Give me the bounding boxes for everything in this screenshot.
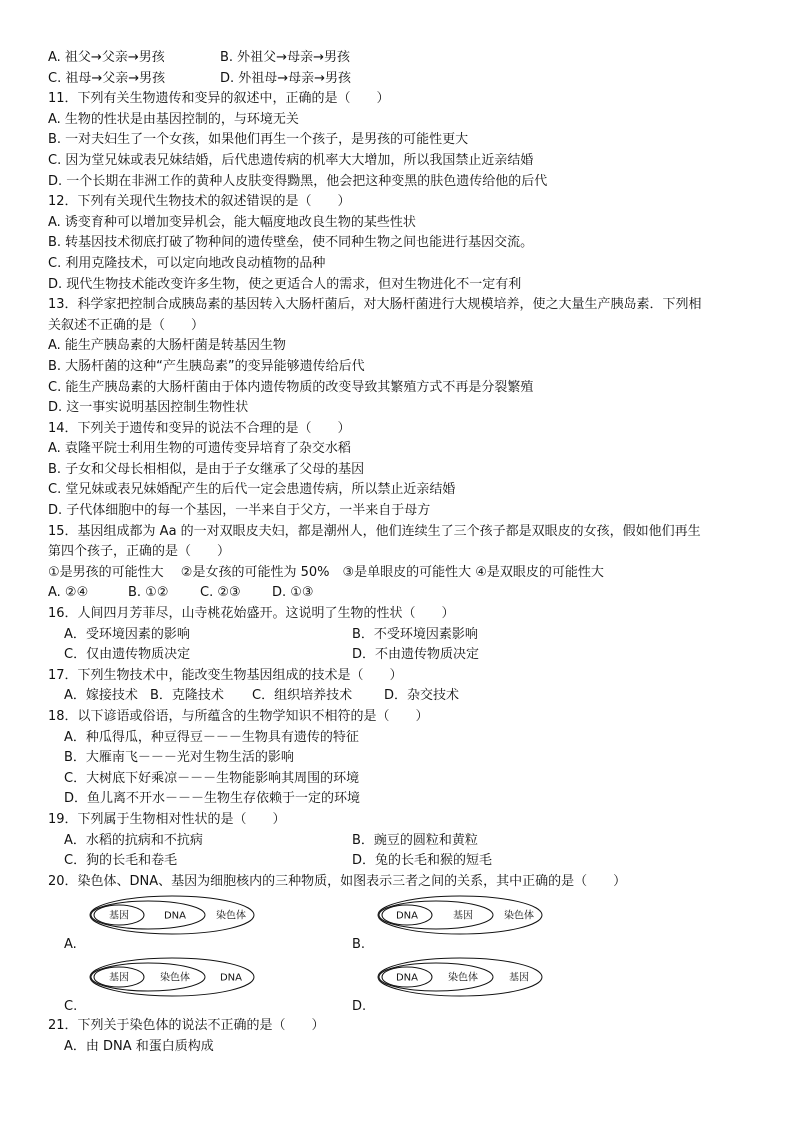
q21-stem: 21．下列关于染色体的说法不正确的是（ ） bbox=[48, 1018, 325, 1034]
q14-option-c: C. 堂兄妹或表兄妹婚配产生的后代一定会患遗传病，所以禁止近亲结婚 bbox=[48, 482, 456, 498]
q15-option-c: C. ②③ bbox=[200, 585, 241, 601]
q16-option-d: D．不由遗传物质决定 bbox=[352, 647, 480, 663]
outer-label: 基因 bbox=[509, 972, 529, 984]
q17-option-b: B．克隆技术 bbox=[150, 688, 224, 704]
q10-option-b: B. 外祖父→母亲→男孩 bbox=[220, 50, 350, 65]
nested-ellipses-a bbox=[86, 892, 266, 938]
q19-option-d: D．兔的长毛和猴的短毛 bbox=[352, 853, 493, 869]
q10-option-d: D. 外祖母→母亲→男孩 bbox=[220, 70, 352, 86]
middle-label: 染色体 bbox=[448, 972, 478, 984]
q17-option-c: C．组织培养技术 bbox=[252, 688, 353, 704]
nested-ellipses-b bbox=[374, 892, 554, 938]
q16-option-c: C．仅由遗传物质决定 bbox=[64, 647, 191, 663]
q18-stem: 18．以下谚语或俗语，与所蕴含的生物学知识不相符的是（ ） bbox=[48, 709, 429, 724]
q20-diagram-a-label: A. bbox=[64, 937, 77, 953]
q12-option-d: D. 现代生物技术能改变许多生物，使之更适合人的需求，但对生物进化不一定有利 bbox=[48, 276, 522, 292]
q18-option-c: C．大树底下好乘凉－－－生物能影响其周围的环境 bbox=[64, 770, 360, 786]
q18-option-a: A．种瓜得瓜，种豆得豆－－－生物具有遗传的特征 bbox=[64, 729, 359, 745]
q11-stem: 11．下列有关生物遗传和变异的叙述中，正确的是（ ） bbox=[48, 91, 390, 107]
q15-stem-line-2: 第四个孩子，正确的是（ ） bbox=[48, 544, 231, 560]
q13-option-b: B. 大肠杆菌的这种“产生胰岛素”的变异能够遗传给后代 bbox=[48, 358, 365, 374]
q12-option-c: C. 利用克隆技术，可以定向地改良动植物的品种 bbox=[48, 255, 326, 271]
outer-label: DNA bbox=[219, 972, 243, 984]
q19-options-row-2 bbox=[48, 851, 758, 872]
q13-stem-line-1: 13．科学家把控制合成胰岛素的基因转入大肠杆菌后，对大肠杆菌进行大规模培养，使之大量生产胰岛素．下列相 bbox=[48, 297, 702, 313]
q15-option-d: D. ①③ bbox=[272, 585, 314, 601]
inner-label: DNA bbox=[395, 910, 419, 922]
q18-option-b: B．大雁南飞－－－光对生物生活的影响 bbox=[64, 750, 294, 766]
q16-stem: 16．人间四月芳菲尽，山寺桃花始盛开。这说明了生物的性状（ ） bbox=[48, 606, 455, 622]
q19-option-b: B．豌豆的圆粒和黄粒 bbox=[352, 832, 478, 848]
q18-option-d: D．鱼儿离不开水－－－生物生存依赖于一定的环境 bbox=[64, 791, 361, 807]
q15-option-a: A. ②④ bbox=[48, 585, 89, 601]
q21-option-a: A．由 DNA 和蛋白质构成 bbox=[64, 1038, 214, 1054]
nested-ellipses-d bbox=[374, 954, 554, 1000]
q20-diagram-row-2 bbox=[48, 954, 758, 1016]
q15-option-b: B. ①② bbox=[128, 585, 169, 601]
q20-diagram-row-1 bbox=[48, 892, 758, 954]
q20-stem: 20．染色体、DNA、基因为细胞核内的三种物质，如图表示三者之间的关系，其中正确的是（ ） bbox=[48, 873, 627, 889]
q20-diagram-c-label: C. bbox=[64, 999, 78, 1015]
q19-stem: 19．下列属于生物相对性状的是（ ） bbox=[48, 811, 286, 827]
q10-options-row-2 bbox=[48, 69, 758, 90]
q12-stem: 12．下列有关现代生物技术的叙述错误的是（ ） bbox=[48, 194, 351, 210]
middle-label: DNA bbox=[163, 910, 187, 922]
q15-stem-line-1: 15．基因组成都为 Aa 的一对双眼皮夫妇，都是潮州人，他们连续生了三个孩子都是双眼皮的女孩，假如他们再生 bbox=[48, 523, 701, 539]
q15-statements: ①是男孩的可能性大 ②是女孩的可能性为 50% ③是单眼皮的可能性大 ④是双眼皮的可能性大 bbox=[48, 564, 604, 580]
q11-option-d: D. 一个长期在非洲工作的黄种人皮肤变得黝黑，他会把这种变黑的肤色遗传给他的后代 bbox=[48, 173, 548, 189]
q20-diagram-b-label: B. bbox=[352, 937, 366, 953]
middle-label: 基因 bbox=[453, 910, 473, 922]
q12-option-a: A. 诱变育种可以增加变异机会，能大幅度地改良生物的某些性状 bbox=[48, 214, 416, 230]
q11-option-b: B. 一对夫妇生了一个女孩，如果他们再生一个孩子，是男孩的可能性更大 bbox=[48, 132, 469, 148]
q13-option-a: A. 能生产胰岛素的大肠杆菌是转基因生物 bbox=[48, 338, 286, 354]
q10-option-c: C. 祖母→父亲→男孩 bbox=[48, 70, 166, 86]
q17-stem: 17．下列生物技术中，能改变生物基因组成的技术是（ ） bbox=[48, 667, 403, 683]
q16-option-b: B．不受环境因素影响 bbox=[352, 626, 478, 642]
q16-options-row-2 bbox=[48, 645, 758, 666]
outer-label: 染色体 bbox=[216, 910, 246, 922]
q13-stem-line-2: 关叙述不正确的是（ ） bbox=[48, 317, 205, 333]
q19-options-row-1 bbox=[48, 831, 758, 852]
q13-option-c: C. 能生产胰岛素的大肠杆菌由于体内遗传物质的改变导致其繁殖方式不再是分裂繁殖 bbox=[48, 379, 534, 395]
q20-diagram-b bbox=[336, 892, 676, 954]
q20-diagram-d bbox=[336, 954, 676, 1016]
q20-diagram-d-label: D. bbox=[352, 999, 367, 1015]
q14-option-d: D. 子代体细胞中的每一个基因，一半来自于父方，一半来自于母方 bbox=[48, 503, 431, 519]
inner-label: 基因 bbox=[109, 910, 129, 922]
q19-option-a: A．水稻的抗病和不抗病 bbox=[64, 832, 203, 848]
q14-option-b: B. 子女和父母长相相似，是由于子女继承了父母的基因 bbox=[48, 461, 365, 477]
exam-page bbox=[48, 48, 758, 1058]
middle-label: 染色体 bbox=[160, 972, 190, 984]
q14-option-a: A. 袁隆平院士利用生物的可遗传变异培育了杂交水稻 bbox=[48, 441, 351, 457]
q17-options bbox=[48, 686, 758, 707]
q10-options-row-1 bbox=[48, 48, 758, 69]
q16-option-a: A．受环境因素的影响 bbox=[64, 626, 190, 642]
q15-options bbox=[48, 583, 758, 604]
inner-label: DNA bbox=[395, 972, 419, 984]
q14-stem: 14．下列关于遗传和变异的说法不合理的是（ ） bbox=[48, 420, 351, 436]
q13-option-d: D. 这一事实说明基因控制生物性状 bbox=[48, 400, 249, 416]
q19-option-c: C．狗的长毛和卷毛 bbox=[64, 853, 178, 869]
q17-option-a: A．嫁接技术 bbox=[64, 688, 138, 704]
q11-option-a: A. 生物的性状是由基因控制的，与环境无关 bbox=[48, 111, 299, 127]
nested-ellipses-c bbox=[86, 954, 266, 1000]
q10-option-a: A. 祖父→父亲→男孩 bbox=[48, 50, 165, 65]
q11-option-c: C. 因为堂兄妹或表兄妹结婚，后代患遗传病的机率大大增加，所以我国禁止近亲结婚 bbox=[48, 152, 534, 168]
q16-options-row-1 bbox=[48, 625, 758, 646]
q17-option-d: D．杂交技术 bbox=[384, 688, 460, 704]
q12-option-b: B. 转基因技术彻底打破了物种间的遗传壁垒，使不同种生物之间也能进行基因交流。 bbox=[48, 235, 534, 251]
inner-label: 基因 bbox=[109, 972, 129, 984]
outer-label: 染色体 bbox=[504, 910, 534, 922]
